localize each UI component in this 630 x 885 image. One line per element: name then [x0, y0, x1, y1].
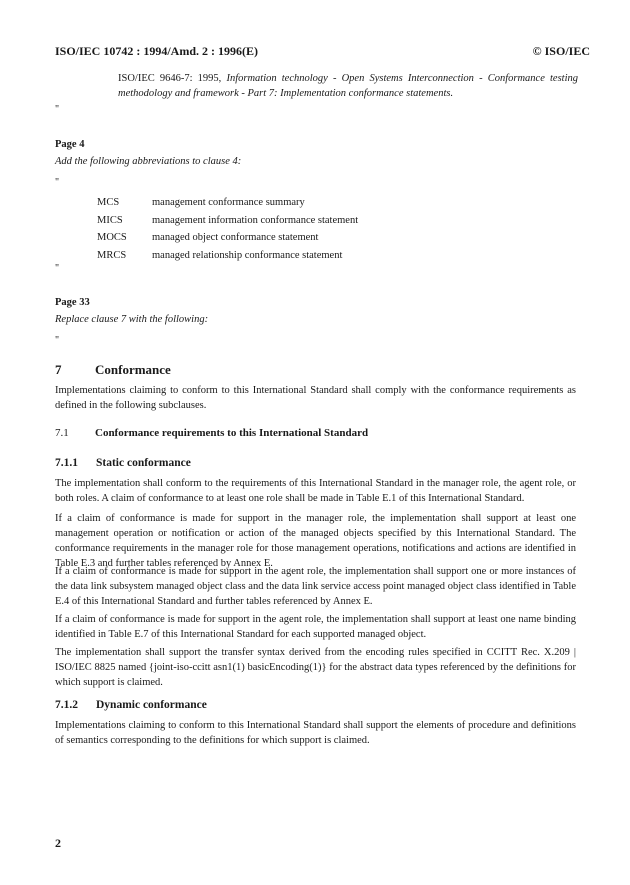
quote-mark: " [55, 104, 60, 115]
normative-reference [118, 71, 578, 101]
abbreviation-item [97, 247, 358, 265]
copyright-label: © ISO/IEC [532, 44, 590, 58]
section-7-1-2-heading [55, 699, 207, 711]
abbreviation-definition: managed relationship conformance statement [152, 249, 343, 261]
abbreviation-definition: management information conformance statement [152, 214, 359, 226]
paragraph: If a claim of conformance is made for support in the agent role, the implementation shall support one or more instances of the data link subsystem managed object class and the data link service access point managed object class identified in Table E.4 of this International Standard and further tables referenced by Annex E. [55, 566, 576, 607]
section-7-1-1-heading [55, 457, 191, 469]
abbreviation-term: MOCS [97, 232, 127, 244]
clause-7-heading [55, 362, 171, 378]
abbreviation-item [97, 212, 358, 230]
abbreviation-list [97, 194, 358, 264]
paragraph: If a claim of conformance is made for support in the agent role, the implementation shall support at least one name binding identified in Table E.7 of this International Standard for each supported managed object. [55, 614, 576, 640]
section-number: 7.1.1 [55, 457, 78, 469]
section-title: Static conformance [96, 457, 191, 469]
abbreviation-term: MICS [97, 214, 123, 226]
clause-title: Conformance [95, 362, 171, 377]
page33-label: Page 33 [55, 297, 90, 308]
paragraph: Implementations claiming to conform to this International Standard shall support the elements of procedure and definitions of semantics corresponding to the definitions for which support is claimed. [55, 720, 576, 746]
paragraph: If a claim of conformance is made for support in the manager role, the implementation shall support at least one management operation or notification or action of the managed objects specified by this International Standard. The conformance requirements in the manager role for those management operations, notifications and actions are identified in Table E.3 and further tables referenced by Annex E. [55, 513, 576, 569]
abbreviation-term: MRCS [97, 249, 127, 261]
page4-label: Page 4 [55, 139, 85, 150]
paragraph: The implementation shall support the transfer syntax derived from the encoding rules specified in CCITT Rec. X.209 | ISO/IEC 8825 named {joint-iso-ccitt asn1(1) basicEncoding(1)} for the abstract data types referenced by the definitions for which support is claimed. [55, 647, 576, 688]
page33-instruction: Replace clause 7 with the following: [55, 314, 209, 325]
section-title: Conformance requirements to this International Standard [95, 427, 369, 439]
clause-7-intro: Implementations claiming to conform to this International Standard shall comply with the conformance requirements as defined in the following subclauses. [55, 385, 576, 411]
section-number: 7.1 [55, 427, 69, 439]
paragraph: The implementation shall conform to the requirements of this International Standard in the manager role, the agent role, or both roles. A claim of conformance to at least one role shall be made in Table E.1 of this International Standard. [55, 478, 576, 504]
reference-title: Information technology - Open Systems Interconnection - Conformance testing methodology and framework - Part 7: Implementation conformance statements. [118, 73, 578, 99]
document-header-title: ISO/IEC 10742 : 1994/Amd. 2 : 1996(E) [55, 44, 259, 58]
quote-mark: " [55, 263, 60, 274]
abbreviation-item [97, 229, 358, 247]
clause-number: 7 [55, 362, 62, 377]
page-number: 2 [55, 836, 61, 850]
section-number: 7.1.2 [55, 699, 78, 711]
section-title: Dynamic conformance [96, 699, 207, 711]
abbreviation-definition: management conformance summary [152, 197, 305, 209]
reference-id: ISO/IEC 9646-7: 1995, [118, 73, 227, 84]
abbreviation-item [97, 194, 358, 212]
abbreviation-definition: managed object conformance statement [152, 232, 319, 244]
abbreviation-term: MCS [97, 197, 120, 209]
section-7-1-heading [55, 427, 368, 439]
page4-instruction: Add the following abbreviations to clause 4: [55, 156, 242, 167]
quote-mark: " [55, 335, 60, 346]
quote-mark: " [55, 177, 60, 188]
